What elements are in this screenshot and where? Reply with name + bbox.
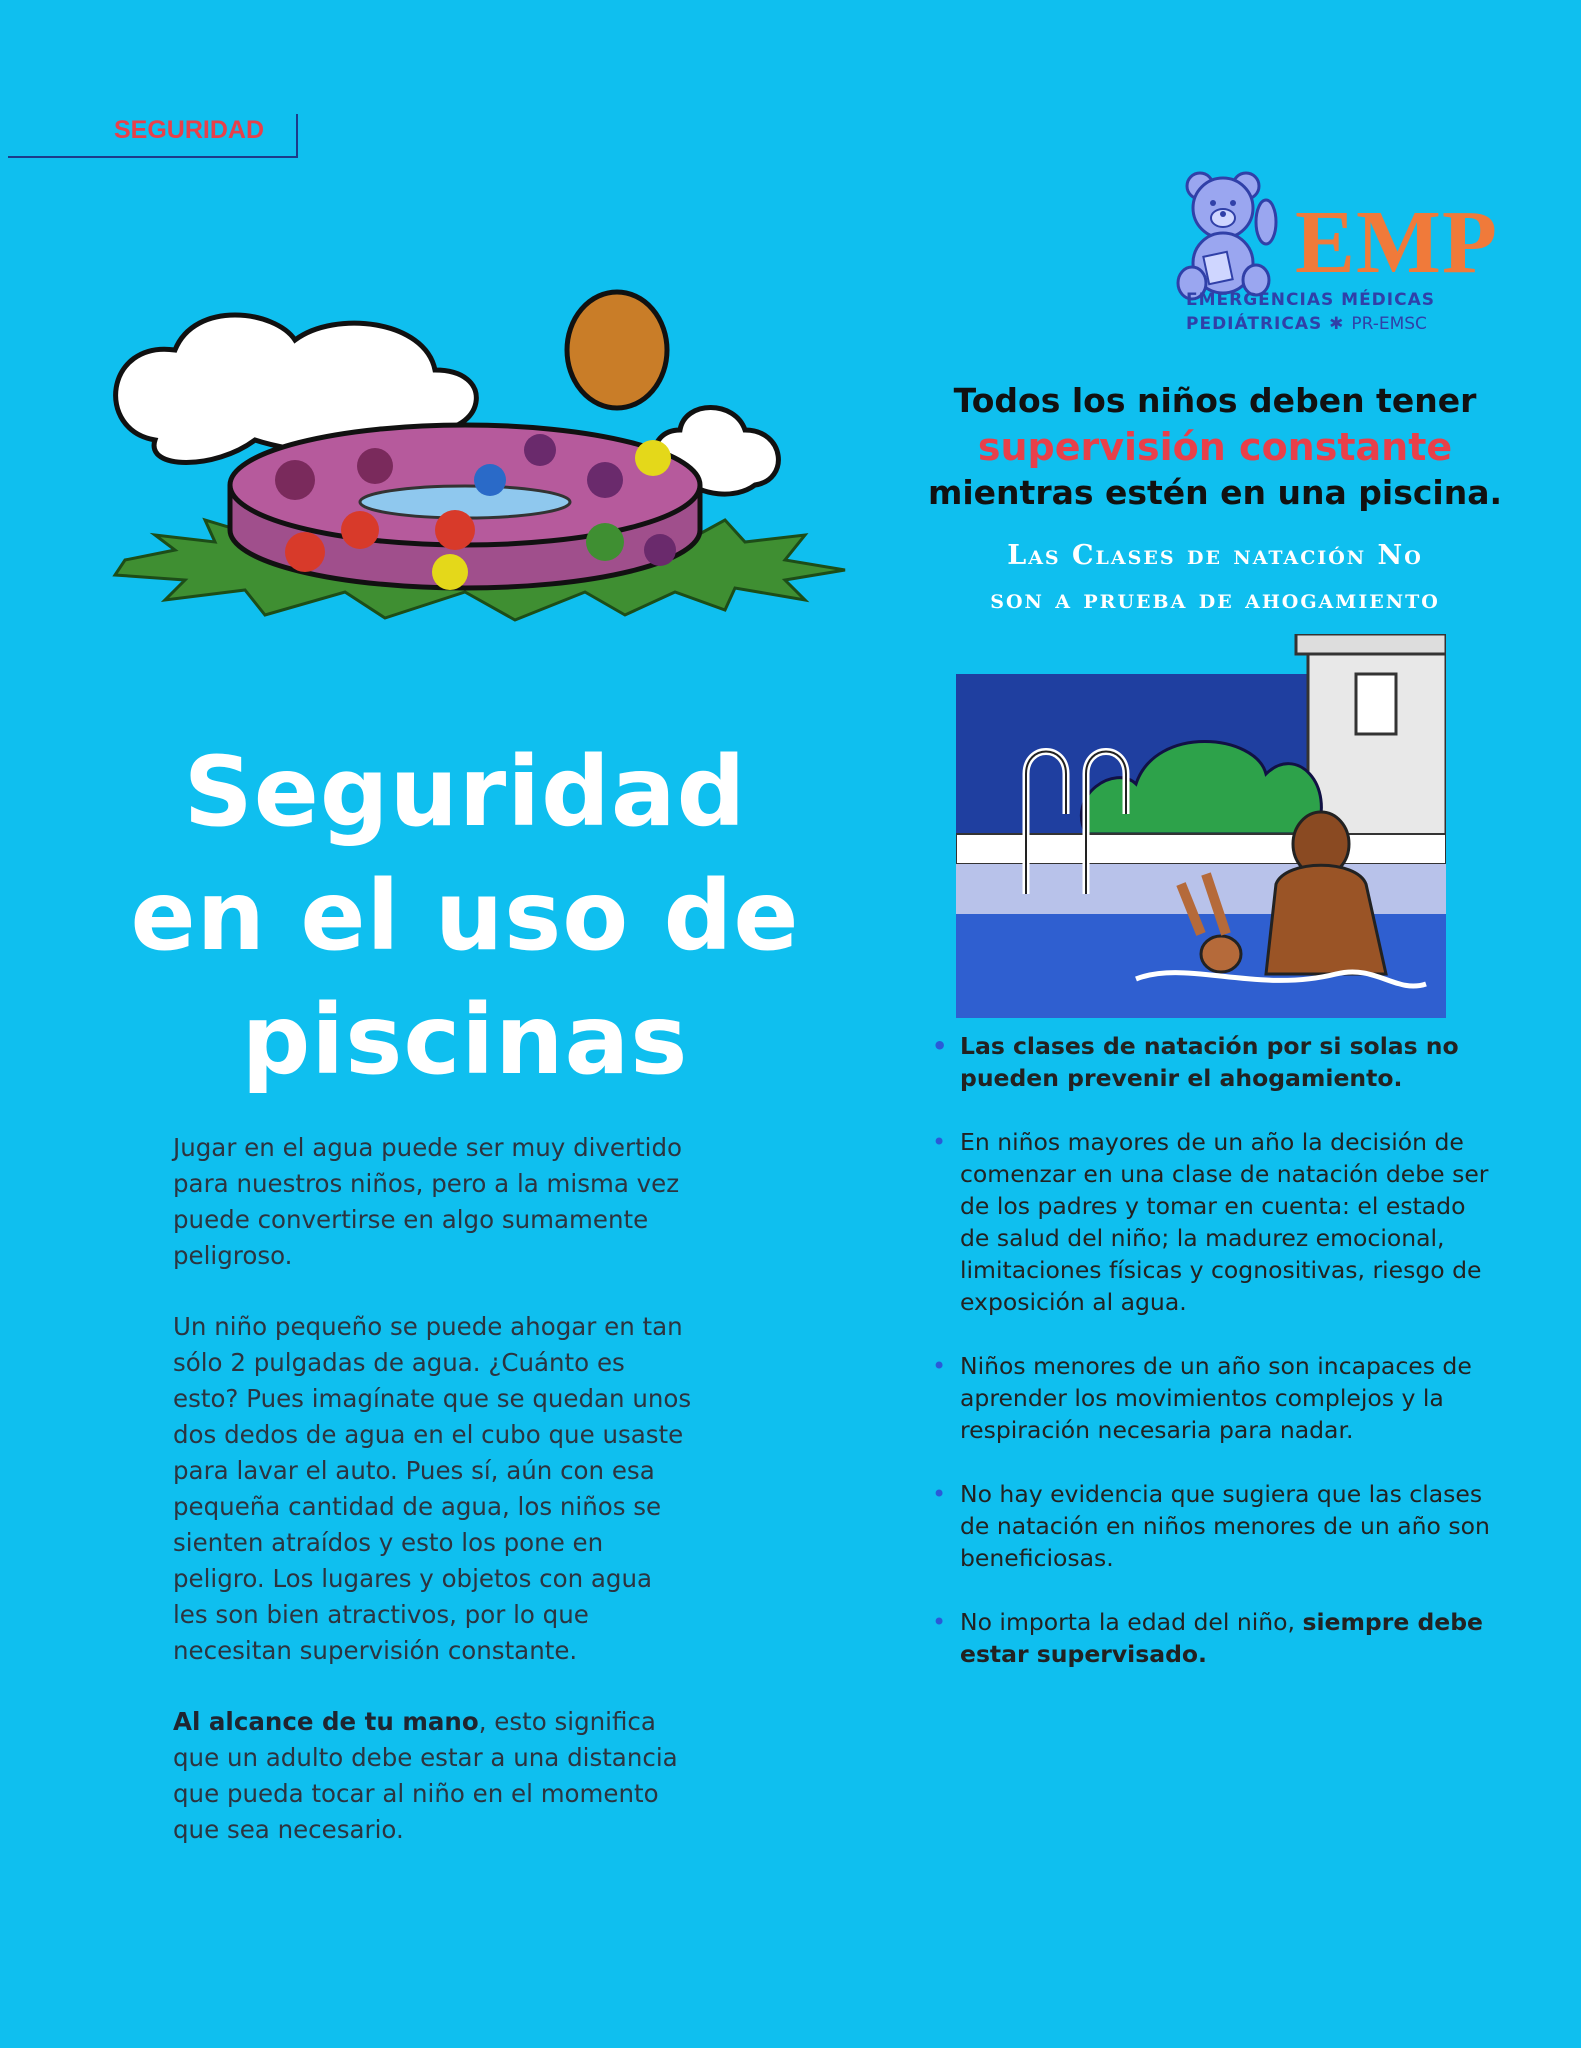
intro-paragraph-1: Jugar en el agua puede ser muy divertido para nuestros niños, pero a la misma vez puede convertirse en algo sumamente peligroso. <box>173 1133 683 1270</box>
subhead-line2: son a prueba de ahogamiento <box>990 584 1440 615</box>
inflatable-pool-illustration <box>85 280 865 720</box>
supervision-headline <box>900 378 1530 516</box>
list-item: • En niños mayores de un año la decisión de comenzar en una clase de natación debe ser de los padres y tomar en cuenta: el estado de salud del niño; la madurez emocional, limitaciones físicas y cognositivas, riesgo de exposición al agua. <box>932 1128 1489 1316</box>
logo-line2: PEDIÁTRICAS <box>1186 314 1323 334</box>
swim-classes-subhead <box>900 534 1530 622</box>
list-item: • No hay evidencia que sugiera que las clases de natación en niños menores de un año son beneficiosas. <box>932 1480 1490 1572</box>
subhead-line1: Las Clases de natación No <box>1007 540 1423 571</box>
logo-mark: EMP <box>1295 193 1498 292</box>
title-line1: Seguridad <box>183 736 747 848</box>
headline-line1: Todos los niños deben tener <box>953 381 1477 420</box>
page-title <box>60 730 870 1102</box>
title-line3: piscinas <box>241 984 689 1096</box>
title-line2: en el uso de <box>130 860 800 972</box>
headline-line2: supervisión constante <box>977 425 1453 469</box>
intro-text <box>173 1130 693 1883</box>
list-item: • Niños menores de un año son incapaces de aprender los movimientos complejos y la respiración necesaria para nadar. <box>932 1352 1472 1444</box>
intro-paragraph-3-bold: Al alcance de tu mano <box>173 1707 479 1736</box>
swimming-lesson-illustration <box>956 634 1446 1018</box>
section-tab <box>8 114 298 158</box>
star-of-life-icon: ✱ <box>1329 314 1345 334</box>
list-item: • Las clases de natación por si solas no pueden prevenir el ahogamiento. <box>932 1032 1459 1092</box>
intro-paragraph-3 <box>173 1704 693 1848</box>
logo-line2-suffix: PR-EMSC <box>1351 314 1427 334</box>
logo-line1: EMERGENCIAS MÉDICAS <box>1186 290 1435 310</box>
headline-line3: mientras estén en una piscina. <box>927 473 1503 512</box>
section-label: SEGURIDAD <box>114 116 265 144</box>
logo-subtitle <box>1186 288 1506 336</box>
intro-paragraph-3-rest: , esto significa que un adulto debe estar a una distancia que pueda tocar al niño en el momento que sea necesario. <box>173 1707 678 1844</box>
swim-facts-list <box>930 1030 1500 1702</box>
list-item: • No importa la edad del niño, siempre debe estar supervisado. <box>932 1608 1483 1668</box>
intro-paragraph-2: Un niño pequeño se puede ahogar en tan sólo 2 pulgadas de agua. ¿Cuánto es esto? Pues imagínate que se quedan unos dos dedos de agua en el cubo que usaste para lavar el auto. Pues sí, aún con esa pequeña cantidad de agua, los niños se sienten atraídos y esto los pone en peligro. Los lugares y objetos con agua les son bien atractivos, por lo que necesitan supervisión constante. <box>173 1312 692 1665</box>
